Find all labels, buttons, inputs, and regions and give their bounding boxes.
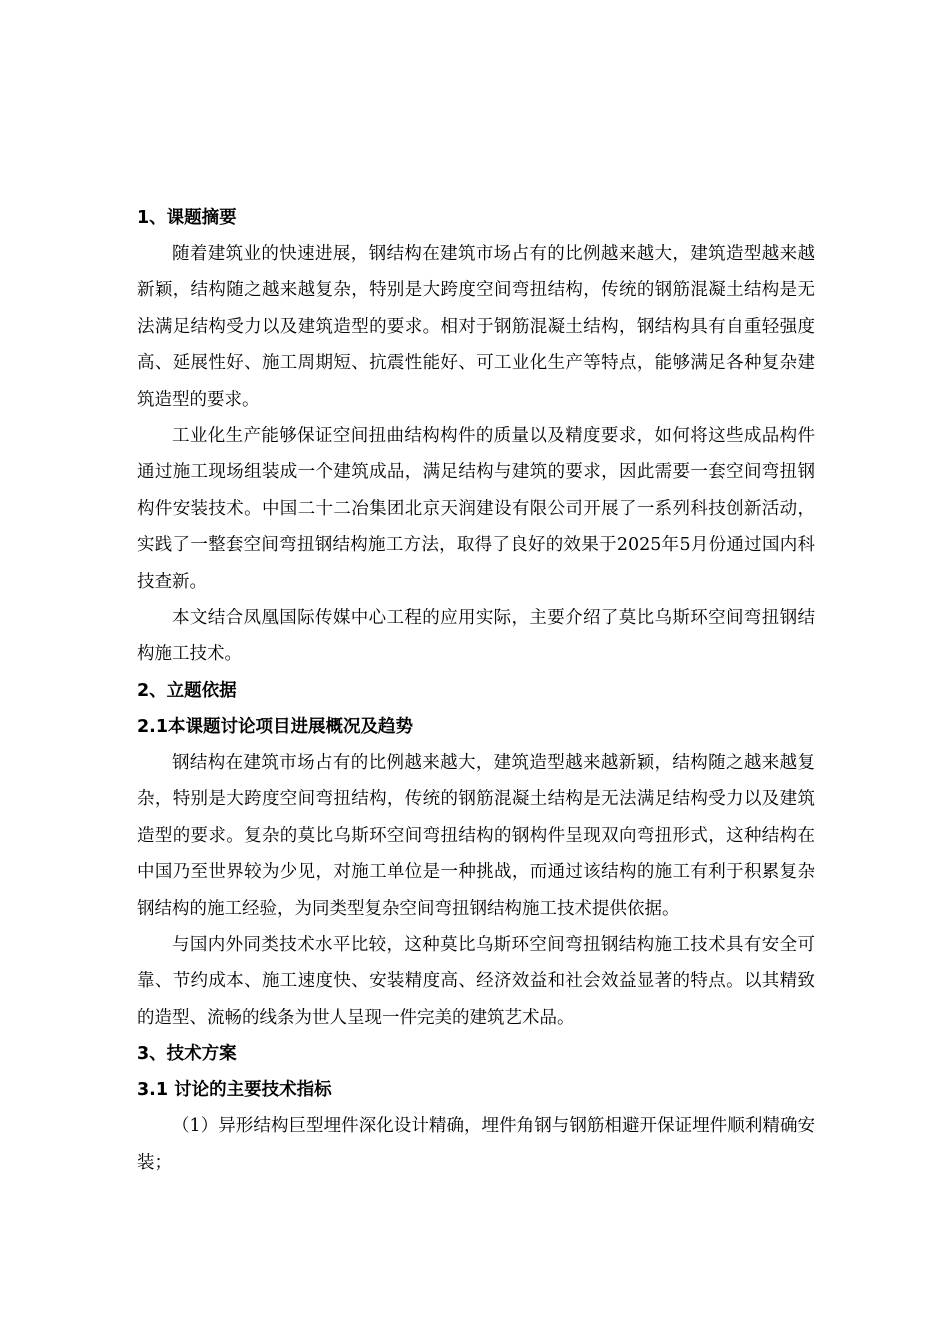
document-body xyxy=(137,200,815,1181)
subsection-heading-indicators: 3.1 讨论的主要技术指标 xyxy=(137,1080,332,1101)
paragraph-progress-2: 与国内外同类技术水平比较，这种莫比乌斯环空间弯扭钢结构施工技术具有安全可靠、节约成本、施工速度快、安装精度高、经济效益和社会效益显著的特点。以其精致的造型、流畅的线条为世人呈现一件完美的建筑艺术品。 xyxy=(137,934,815,1028)
paragraph-indicator-1: （1）异形结构巨型埋件深化设计精确，埋件角钢与钢筋相避开保证埋件顺利精确安装； xyxy=(137,1116,815,1173)
subsection-heading-progress: 2.1本课题讨论项目进展概况及趋势 xyxy=(137,716,413,737)
paragraph-abstract-1: 随着建筑业的快速进展，钢结构在建筑市场占有的比例越来越大，建筑造型越来越新颖，结构随之越来越复杂，特别是大跨度空间弯扭结构，传统的钢筋混凝土结构是无法满足结构受力以及建筑造型的要求。相对于钢筋混凝土结构，钢结构具有自重轻强度高、延展性好、施工周期短、抗震性能好、可工业化生产等特点，能够满足各种复杂建筑造型的要求。 xyxy=(137,244,815,410)
section-heading-technical-plan: 3、技术方案 xyxy=(137,1044,237,1065)
paragraph-abstract-3: 本文结合凤凰国际传媒中心工程的应用实际，主要介绍了莫比乌斯环空间弯扭钢结构施工技术。 xyxy=(137,608,815,665)
section-heading-abstract: 1、课题摘要 xyxy=(137,208,237,228)
section-heading-basis: 2、立题依据 xyxy=(137,680,237,701)
paragraph-abstract-2: 工业化生产能够保证空间扭曲结构构件的质量以及精度要求，如何将这些成品构件通过施工现场组装成一个建筑成品，满足结构与建筑的要求，因此需要一套空间弯扭钢构件安装技术。中国二十二冶集团北京天润建设有限公司开展了一系列科技创新活动，实践了一整套空间弯扭钢结构施工方法，取得了良好的效果于2025年5月份通过国内科技查新。 xyxy=(137,426,815,592)
paragraph-progress-1: 钢结构在建筑市场占有的比例越来越大，建筑造型越来越新颖，结构随之越来越复杂，特别是大跨度空间弯扭结构，传统的钢筋混凝土结构是无法满足结构受力以及建筑造型的要求。复杂的莫比乌斯环空间弯扭结构的钢构件呈现双向弯扭形式，这种结构在中国乃至世界较为少见，对施工单位是一种挑战，而通过该结构的施工有利于积累复杂钢结构的施工经验，为同类型复杂空间弯扭钢结构施工技术提供依据。 xyxy=(137,752,815,919)
